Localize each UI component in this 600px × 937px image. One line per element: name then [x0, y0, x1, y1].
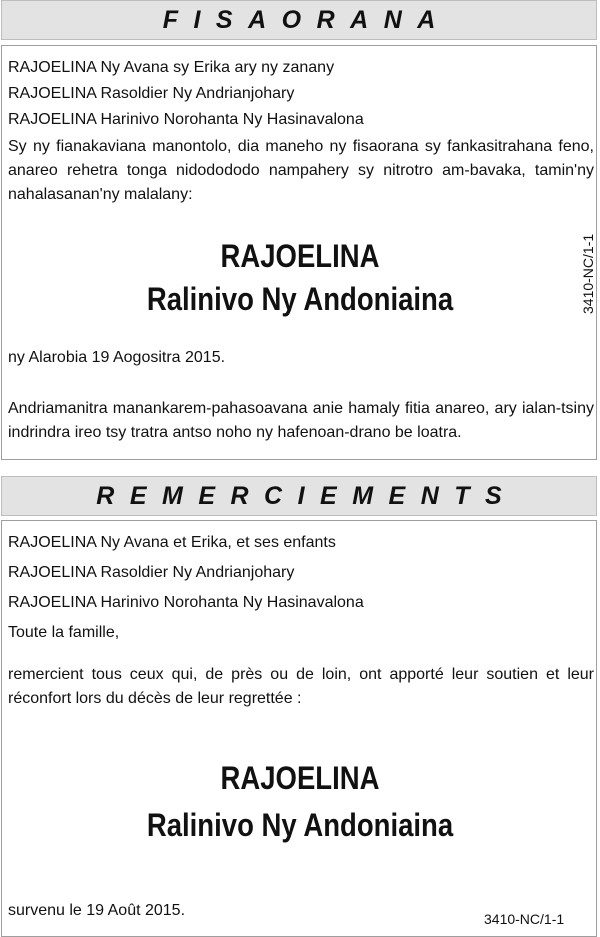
fisaorana-title: FISAORANA [162, 5, 451, 34]
date-line: ny Alarobia 19 Aogositra 2015. [8, 349, 226, 366]
closing-paragraph: Andriamanitra manankarem-pahasoavana anie hamaly fitia anareo, ary ialan-tsiny indrindra ireo tsy tratra antso noho ny hafenoan-drano be loatra. [8, 400, 594, 441]
remerciements-header [1, 476, 597, 516]
fisaorana-header [1, 0, 597, 40]
deceased-surname: RAJOELINA [220, 760, 380, 796]
intro-paragraph: Sy ny fianakaviana manontolo, dia maneho ny fisaorana sy fankasitrahana feno, anareo rehetra tonga nidodododo nampahery sy nitrotro am-bavaka, tamin'ny nahalasanan'ny malalany: [8, 138, 594, 203]
family-line-1: RAJOELINA Ny Avana sy Erika ary ny zanany [8, 59, 335, 76]
deceased-given-name: Ralinivo Ny Andoniaina [146, 807, 454, 843]
deceased-given-name: Ralinivo Ny Andoniaina [146, 281, 454, 317]
date-line: survenu le 19 Août 2015. [8, 902, 186, 919]
family-line-1: RAJOELINA Ny Avana et Erika, et ses enfants [8, 534, 336, 551]
family-line-3: RAJOELINA Harinivo Norohanta Ny Hasinavalona [8, 111, 364, 128]
deceased-surname: RAJOELINA [220, 238, 380, 274]
reference-code: 3410-NC/1-1 [484, 911, 565, 927]
family-line-2: RAJOELINA Rasoldier Ny Andrianjohary [8, 564, 295, 581]
family-line-3: RAJOELINA Harinivo Norohanta Ny Hasinavalona [8, 594, 364, 611]
family-line-2: RAJOELINA Rasoldier Ny Andrianjohary [8, 85, 295, 102]
fisaorana-notice [1, 45, 597, 460]
remerciements-title: REMERCIEMENTS [96, 481, 518, 510]
remerciements-notice [1, 520, 597, 937]
reference-code: 3410-NC/1-1 [580, 233, 596, 314]
thanks-paragraph: remercient tous ceux qui, de près ou de loin, ont apporté leur soutien et leur réconfort lors du décès de leur regrettée : [8, 666, 594, 707]
family-line-4: Toute la famille, [8, 624, 120, 641]
